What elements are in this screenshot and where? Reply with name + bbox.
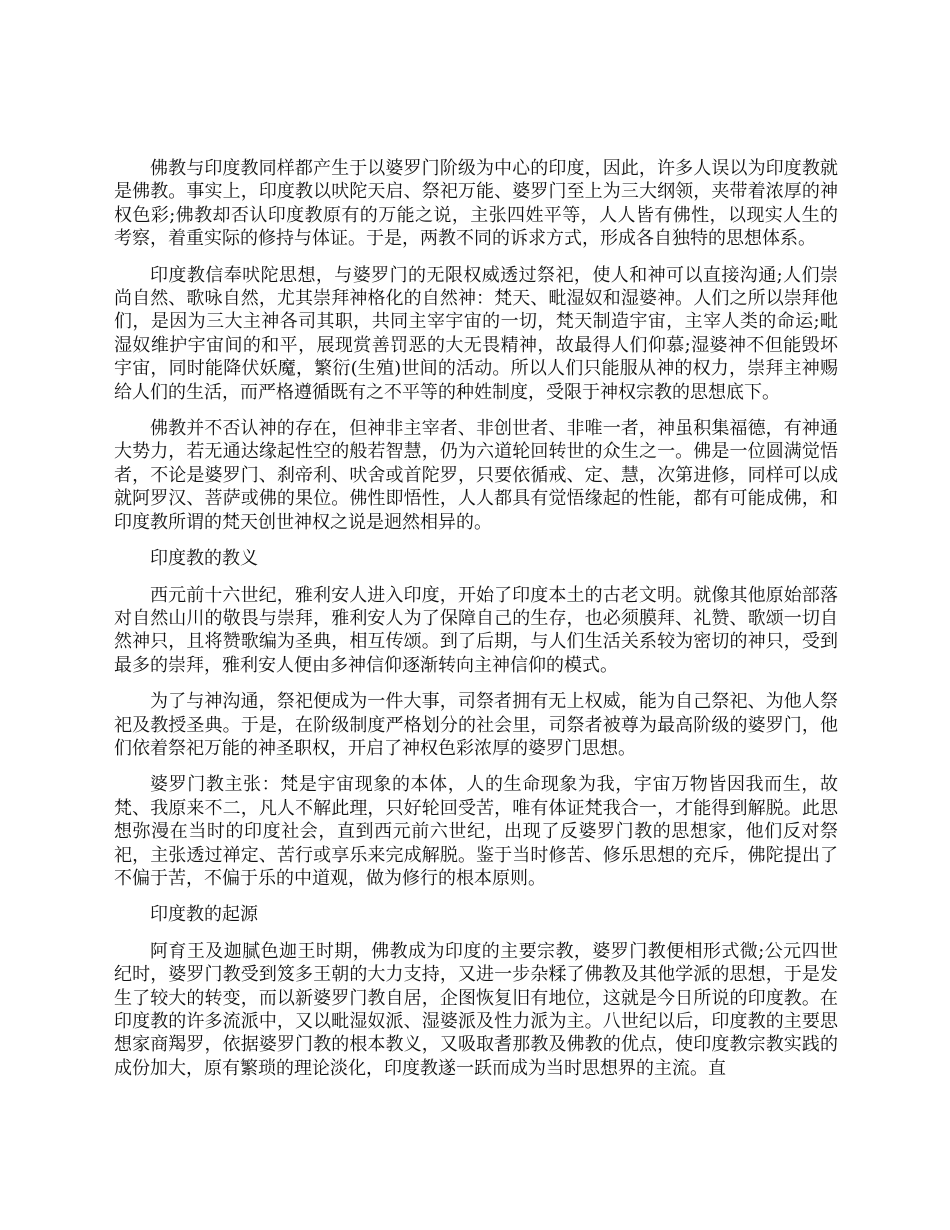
paragraph-3: 佛教并不否认神的存在，但神非主宰者、非创世者、非唯一者，神虽积集福德，有神通大势力，若无通达缘起性空的般若智慧，仍为六道轮回转世的众生之一。佛是一位圆满觉悟者，不论是婆罗门、刹帝利、吠舍或首陀罗，只要依循戒、定、慧，次第进修，同样可以成就阿罗汉、菩萨或佛的果位。佛性即悟性，人人都具有觉悟缘起的性能，都有可能成佛，和印度教所谓的梵天创世神权之说是迥然相异的。: [114, 418, 838, 533]
section-heading-doctrine: 印度教的教义: [150, 548, 258, 570]
paragraph-6: 婆罗门教主张：梵是宇宙现象的本体，人的生命现象为我，宇宙万物皆因我而生，故梵、我原来不二，凡人不解此理，只好轮回受苦，唯有体证梵我合一，才能得到解脱。此思想弥漫在当时的印度社会，直到西元前六世纪，出现了反婆罗门教的思想家，他们反对祭祀，主张透过禅定、苦行或享乐来完成解脱。鉴于当时修苦、修乐思想的充斥，佛陀提出了不偏于苦，不偏于乐的中道观，做为修行的根本原则。: [114, 774, 838, 889]
section-heading-origin: 印度教的起源: [150, 904, 258, 926]
paragraph-7: 阿育王及迦腻色迦王时期，佛教成为印度的主要宗教，婆罗门教便相形式微;公元四世纪时，婆罗门教受到笈多王朝的大力支持，又进一步杂糅了佛教及其他学派的思想，于是发生了较大的转变，而以新婆罗门教自居，企图恢复旧有地位，这就是今日所说的印度教。在印度教的许多流派中，又以毗湿奴派、湿婆派及性力派为主。八世纪以后，印度教的主要思想家商羯罗，依据婆罗门教的根本教义，又吸取耆那教及佛教的优点，使印度教宗教实践的成份加大，原有繁琐的理论淡化，印度教遂一跃而成为当时思想界的主流。直: [114, 940, 838, 1079]
document-body: [114, 157, 838, 1093]
paragraph-2: 印度教信奉吠陀思想，与婆罗门的无限权威透过祭祀，使人和神可以直接沟通;人们崇尚自然、歌咏自然，尤其崇拜神格化的自然神：梵天、毗湿奴和湿婆神。人们之所以崇拜他们，是因为三大主神各司其职，共同主宰宇宙的一切，梵天制造宇宙，主宰人类的命运;毗湿奴维护宇宙间的和平，展现赏善罚恶的大无畏精神，故最得人们仰慕;湿婆神不但能毁坏宇宙，同时能降伏妖魔，繁衍(生殖)世间的活动。所以人们只能服从神的权力，崇拜主神赐给人们的生活，而严格遵循既有之不平等的种姓制度，受限于神权宗教的思想底下。: [114, 264, 838, 403]
paragraph-5: 为了与神沟通，祭祀便成为一件大事，司祭者拥有无上权威，能为自己祭祀、为他人祭祀及教授圣典。于是，在阶级制度严格划分的社会里，司祭者被尊为最高阶级的婆罗门，他们依着祭祀万能的神圣职权，开启了神权色彩浓厚的婆罗门思想。: [114, 691, 838, 759]
paragraph-1: 佛教与印度教同样都产生于以婆罗门阶级为中心的印度，因此，许多人误以为印度教就是佛教。事实上，印度教以吠陀天启、祭祀万能、婆罗门至上为三大纲领，夹带着浓厚的神权色彩;佛教却否认印度教原有的万能之说，主张四姓平等，人人皆有佛性，以现实人生的考察，着重实际的修持与体证。于是，两教不同的诉求方式，形成各自独特的思想体系。: [114, 158, 838, 250]
paragraph-4: 西元前十六世纪，雅利安人进入印度，开始了印度本土的古老文明。就像其他原始部落对自然山川的敬畏与崇拜，雅利安人为了保障自己的生存，也必须膜拜、礼赞、歌颂一切自然神只，且将赞歌编为圣典，相互传颂。到了后期，与人们生活关系较为密切的神只，受到最多的崇拜，雅利安人便由多神信仰逐渐转向主神信仰的模式。: [114, 584, 838, 676]
